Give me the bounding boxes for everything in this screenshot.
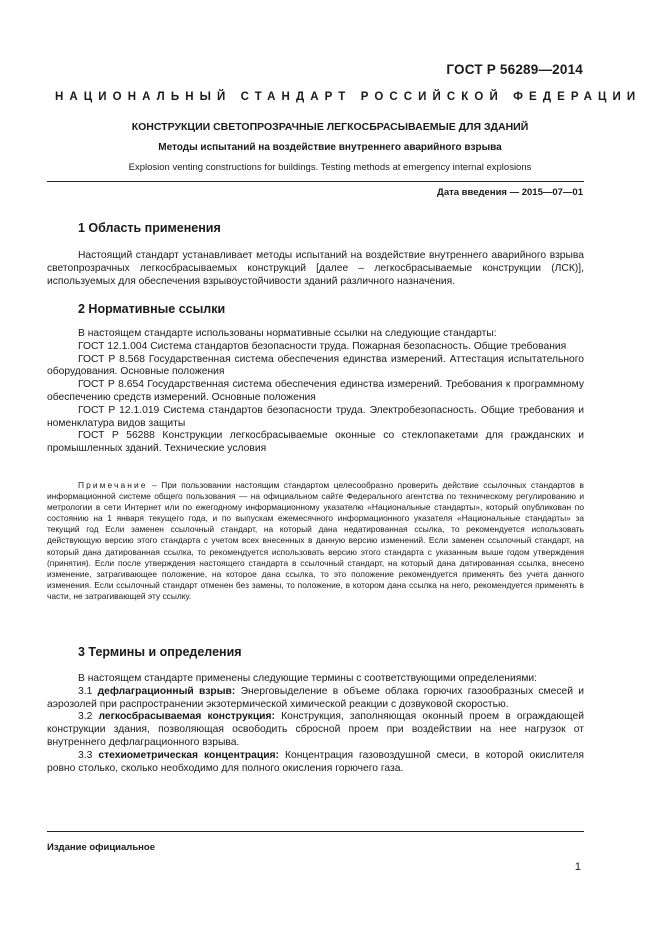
note-text: – При пользовании настоящим стандартом целесообразно проверить действие ссылочных стандартов в информационной системе общего пользования — на официальном сайте Федерального агентства по техническому регулированию и метрологии в сети Интернет или по ежегодному информационному указателю «Национальные стандарты», который опубликован по состоянию на 1 января текущего года, и по выпускам ежемесячного информационного указателя «Национальные стандарты» за текущий год Если заменен ссылочный стандарт, на который дана недатированная ссылка, то рекомендуется использовать действующую версию этого стандарта с учетом всех внесенных в данную версию изменений. Если заменен ссылочный стандарт, на который дана датированная ссылка, то рекомендуется использовать версию этого стандарта с указанным выше годом утверждения (принятия). Если после утверждения настоящего стандарта в ссылочный стандарт, на который дана датированная ссылка, внесено изменение, затрагивающее положение, на которое дана ссылка, то это положение рекомендуется применять без учета данного изменения. Если ссылочный стандарт отменен без замены, то положение, в котором дана ссылка на него, рекомендуется применять в части, не затрагивающей эту ссылку. bbox=[47, 480, 584, 601]
document-number: ГОСТ Р 56289—2014 bbox=[446, 62, 583, 77]
term-entry bbox=[47, 711, 584, 749]
term-name: дефлаграционный взрыв: bbox=[97, 685, 236, 697]
term-definition: Концентрация газовоздушной смеси, в которой окислителя ровно столько, сколько необходимо для полного окисления горючего газа. bbox=[47, 749, 584, 774]
national-standard-banner: НАЦИОНАЛЬНЫЙ СТАНДАРТ РОССИЙСКОЙ ФЕДЕРАЦИИ bbox=[55, 91, 642, 103]
section-2-body bbox=[47, 328, 584, 456]
term-definition: Энерговыделение в объеме облака горючих газообразных смесей и аэрозолей при распространении экзотермической химической реакции с дозвуковой скоростью. bbox=[47, 685, 584, 710]
document-title-english: Explosion venting constructions for buildings. Testing methods at emergency internal explosions bbox=[128, 162, 532, 173]
normative-reference: ГОСТ 12.1.004 Система стандартов безопасности труда. Пожарная безопасность. Общие требования bbox=[78, 340, 567, 352]
term-number: 3.3 bbox=[78, 749, 93, 761]
section-3-body bbox=[47, 673, 584, 775]
term-entry bbox=[47, 686, 584, 712]
normative-reference: ГОСТ Р 8.654 Государственная система обеспечения единства измерений. Требования к программному обеспечению средств измерений. Основные положения bbox=[47, 379, 584, 403]
term-definition: Конструкция, заполняющая оконный проем в ограждающей конструкции здания, позволяющая освободить сбросной проем при воздействии на нее нагрузок от внутреннего дефлаграционного взрыва. bbox=[47, 711, 584, 748]
normative-reference: ГОСТ Р 56288 Конструкции легкосбрасываемые оконные со стеклопакетами для гражданских и промышленных зданий. Технические условия bbox=[47, 430, 584, 455]
section-1-text: Настоящий стандарт устанавливает методы испытаний на воздействие внутреннего аварийного взрыва светопрозрачных легкосбрасываемых конструкций [далее – легкосбрасываемые конструкции (ЛСК)], используемых для обеспечения взрывоустойчивости зданий различного назначения. bbox=[47, 250, 584, 287]
term-name: стехиометрическая концентрация: bbox=[98, 749, 279, 761]
page-number: 1 bbox=[574, 861, 581, 873]
title-divider bbox=[47, 181, 584, 182]
normative-reference: ГОСТ Р 12.1.019 Система стандартов безопасности труда. Электробезопасность. Общие требования и номенклатура видов защиты bbox=[47, 404, 584, 429]
document-title: КОНСТРУКЦИИ СВЕТОПРОЗРАЧНЫЕ ЛЕГКОСБРАСЫВАЕМЫЕ ДЛЯ ЗДАНИЙ bbox=[131, 121, 529, 133]
section-1-heading: 1 Область применения bbox=[78, 221, 221, 235]
term-entry bbox=[47, 750, 584, 776]
term-name: легкосбрасываемая конструкция: bbox=[98, 711, 275, 723]
section-3-intro: В настоящем стандарте применены следующие термины с соответствующими определениями: bbox=[78, 673, 538, 684]
footer-divider bbox=[47, 831, 584, 832]
section-2-heading: 2 Нормативные ссылки bbox=[78, 302, 226, 316]
term-number: 3.1 bbox=[78, 685, 93, 697]
official-edition-label: Издание официальное bbox=[47, 842, 155, 853]
section-1-body bbox=[47, 250, 584, 288]
normative-reference: ГОСТ Р 8.568 Государственная система обеспечения единства измерений. Аттестация испытательного оборудования. Основные положения bbox=[47, 353, 584, 378]
section-2-intro: В настоящем стандарте использованы нормативные ссылки на следующие стандарты: bbox=[78, 328, 497, 339]
section-3-heading: 3 Термины и определения bbox=[78, 645, 242, 659]
introduction-date: Дата введения — 2015—07—01 bbox=[437, 187, 583, 198]
note-label: Примечание bbox=[78, 480, 148, 490]
term-number: 3.2 bbox=[78, 711, 93, 723]
document-subtitle: Методы испытаний на воздействие внутреннего аварийного взрыва bbox=[158, 142, 502, 153]
reference-note bbox=[47, 480, 584, 602]
